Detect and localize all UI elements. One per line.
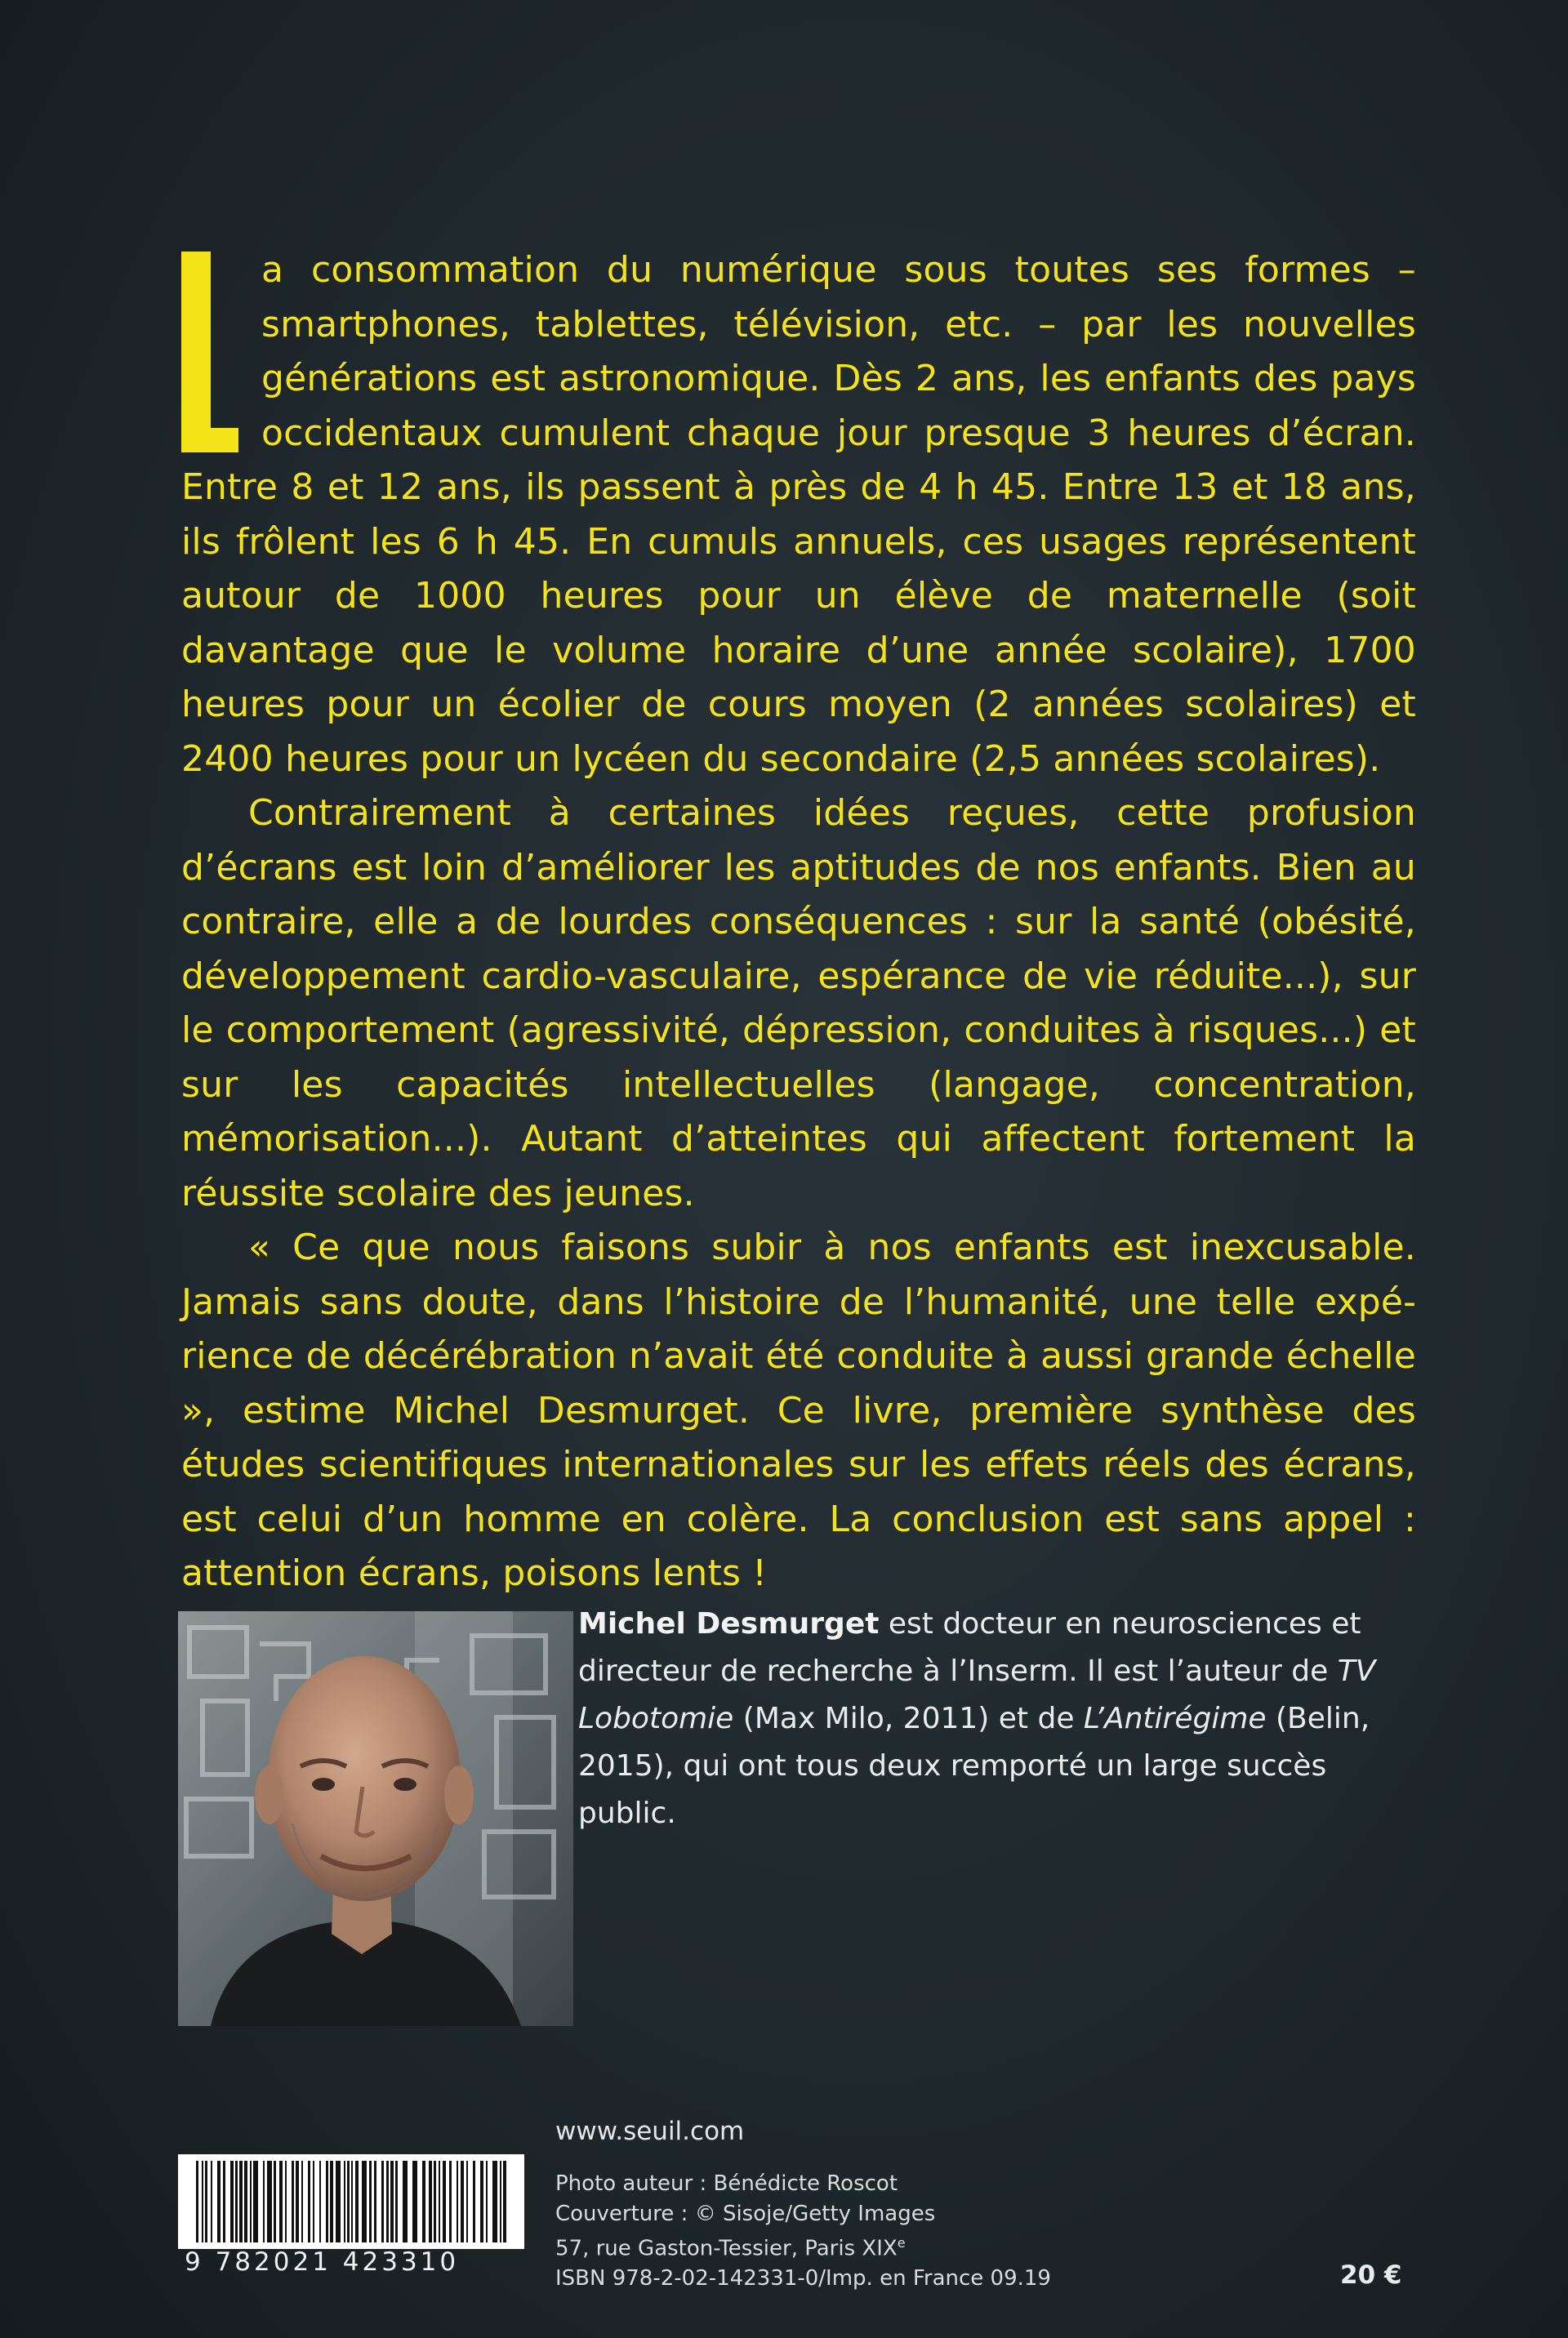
- book-title-tv-lobotomie: TV Lobotomie: [578, 1654, 1376, 1735]
- barcode-bar: [244, 2161, 247, 2242]
- barcode-bar: [263, 2161, 265, 2242]
- barcode-bar: [386, 2161, 389, 2242]
- drop-cap: [181, 252, 238, 452]
- barcode-bar: [395, 2161, 398, 2242]
- barcode-bar: [390, 2161, 394, 2242]
- barcode-bar: [503, 2161, 506, 2242]
- blurb-text: [181, 243, 1416, 1601]
- barcode-bar: [439, 2161, 440, 2242]
- book-title-antiregime: L’Antirégime: [1083, 1702, 1267, 1735]
- cover-credit: Couverture : © Sisoje/Getty Images: [555, 2201, 936, 2226]
- barcode-bar: [196, 2161, 198, 2242]
- barcode-bar: [403, 2161, 408, 2242]
- credits: [555, 2169, 1051, 2294]
- barcode-bar: [285, 2161, 287, 2242]
- barcode-bar: [301, 2161, 303, 2242]
- barcode-bar: [422, 2161, 425, 2242]
- barcode-bar: [267, 2161, 272, 2242]
- barcode-bar: [429, 2161, 432, 2242]
- barcode-bar: [274, 2161, 276, 2242]
- barcode-bar: [449, 2161, 452, 2242]
- barcode: [178, 2154, 524, 2249]
- author-photo: [178, 1611, 573, 2026]
- bio-text-2: (Max Milo, 2011) et de: [733, 1702, 1084, 1735]
- barcode-number: 9 782021 423310: [185, 2247, 460, 2277]
- barcode-bar: [461, 2161, 464, 2242]
- first-paragraph-block: [181, 243, 1416, 786]
- price: 20 €: [1340, 2260, 1402, 2290]
- blurb-paragraph-3: « Ce que nous faisons subir à nos enfants est inexcusable. Jamais sans doute, dans l’histoire de l’humanité, une telle expérience de décérébration n’avait été conduite à aussi grande échelle », estime Michel Desmurget. Ce livre, première synthèse des études scientifiques internationales sur les effets réels des écrans, est celui d’un homme en colère. La conclusion est sans appel : attention écrans, poisons lents !: [181, 1227, 1416, 1594]
- barcode-bar: [434, 2161, 436, 2242]
- barcode-bar: [326, 2161, 328, 2242]
- barcode-bar: [443, 2161, 446, 2242]
- barcode-bar: [253, 2161, 258, 2242]
- barcode-bar: [412, 2161, 417, 2242]
- publisher-website[interactable]: www.seuil.com: [555, 2117, 745, 2146]
- barcode-bar: [205, 2161, 207, 2242]
- barcode-bar: [486, 2161, 488, 2242]
- barcode-bar: [347, 2161, 350, 2242]
- barcode-bar: [223, 2161, 225, 2242]
- barcode-bar: [500, 2161, 501, 2242]
- barcode-bar: [279, 2161, 283, 2242]
- photo-credit: Photo auteur : Bénédicte Roscot: [555, 2171, 898, 2196]
- barcode-bar: [355, 2161, 359, 2242]
- barcode-bar: [351, 2161, 353, 2242]
- barcode-bar: [374, 2161, 376, 2242]
- barcode-bar: [202, 2161, 203, 2242]
- barcode-bar: [239, 2161, 243, 2242]
- publisher-address: 57, rue Gaston-Tessier, Paris XIXe: [555, 2235, 906, 2261]
- bio-text-1: est docteur en neurosciences et directeur de recherche à l’Inserm. Il est l’auteur de: [578, 1607, 1361, 1688]
- barcode-bar: [308, 2161, 310, 2242]
- isbn: ISBN 978-2-02-142331-0/Imp. en France 09.19: [555, 2266, 1051, 2291]
- barcode-bar: [362, 2161, 367, 2242]
- barcode-bar: [296, 2161, 299, 2242]
- barcode-bar: [369, 2161, 372, 2242]
- barcode-bar: [292, 2161, 294, 2242]
- barcode-bar: [336, 2161, 341, 2242]
- barcode-bar: [319, 2161, 321, 2242]
- barcode-bar: [473, 2161, 475, 2242]
- barcode-bar: [230, 2161, 234, 2242]
- blurb-paragraph-2: Contrairement à certaines idées reçues, cette profusion d’écrans est loin d’améliorer les aptitudes de nos enfants. Bien au contraire, elle a de lourdes conséquences : sur la santé (obésité, développement cardio-vasculaire, espérance de vie réduite...), sur le comportement (agressivité, dépression, conduites à risques...) et sur les capacités intellectuelles (langage, concentration, mémorisation...). Autant d’atteintes qui affectent fortement la réussite scolaire des jeunes.: [181, 792, 1416, 1214]
- barcode-bar: [235, 2161, 238, 2242]
- barcode-bar: [381, 2161, 384, 2242]
- author-name: Michel Desmurget: [578, 1607, 880, 1641]
- blurb-paragraph-1: a consommation du numérique sous toutes ses formes – smartphones, tablettes, télévision, etc. – par les nouvelles générations est astronomique. Dès 2 ans, les enfants des pays occidentaux cumulent chaque jour presque 3 heures d’écran. Entre 8 et 12 ans, ils passent à près de 4 h 45. Entre 13 et 18 ans, ils frôlent les 6 h 45. En cumuls annuels, ces usages représentent autour de 1000 heures pour un élève de maternelle (soit davantage que le volume horaire d’une année scolaire), 1700 heures pour un écolier de cours moyen (2 années scolaires) et 2400 heures pour un lycéen du secondaire (2,5 années scolaires).: [181, 249, 1416, 780]
- barcode-bar: [217, 2161, 220, 2242]
- bio-text-3: (Belin, 2015), qui ont tous deux remporté un large succès public.: [578, 1702, 1370, 1830]
- barcode-bar: [466, 2161, 468, 2242]
- barcode-bar: [330, 2161, 333, 2242]
- barcode-bar: [480, 2161, 483, 2242]
- author-bio: [578, 1601, 1419, 1837]
- barcode-bar: [344, 2161, 345, 2242]
- barcode-bar: [313, 2161, 314, 2242]
- barcode-bar: [250, 2161, 252, 2242]
- barcode-bar: [492, 2161, 497, 2242]
- barcode-bar: [211, 2161, 212, 2242]
- barcode-bar: [457, 2161, 458, 2242]
